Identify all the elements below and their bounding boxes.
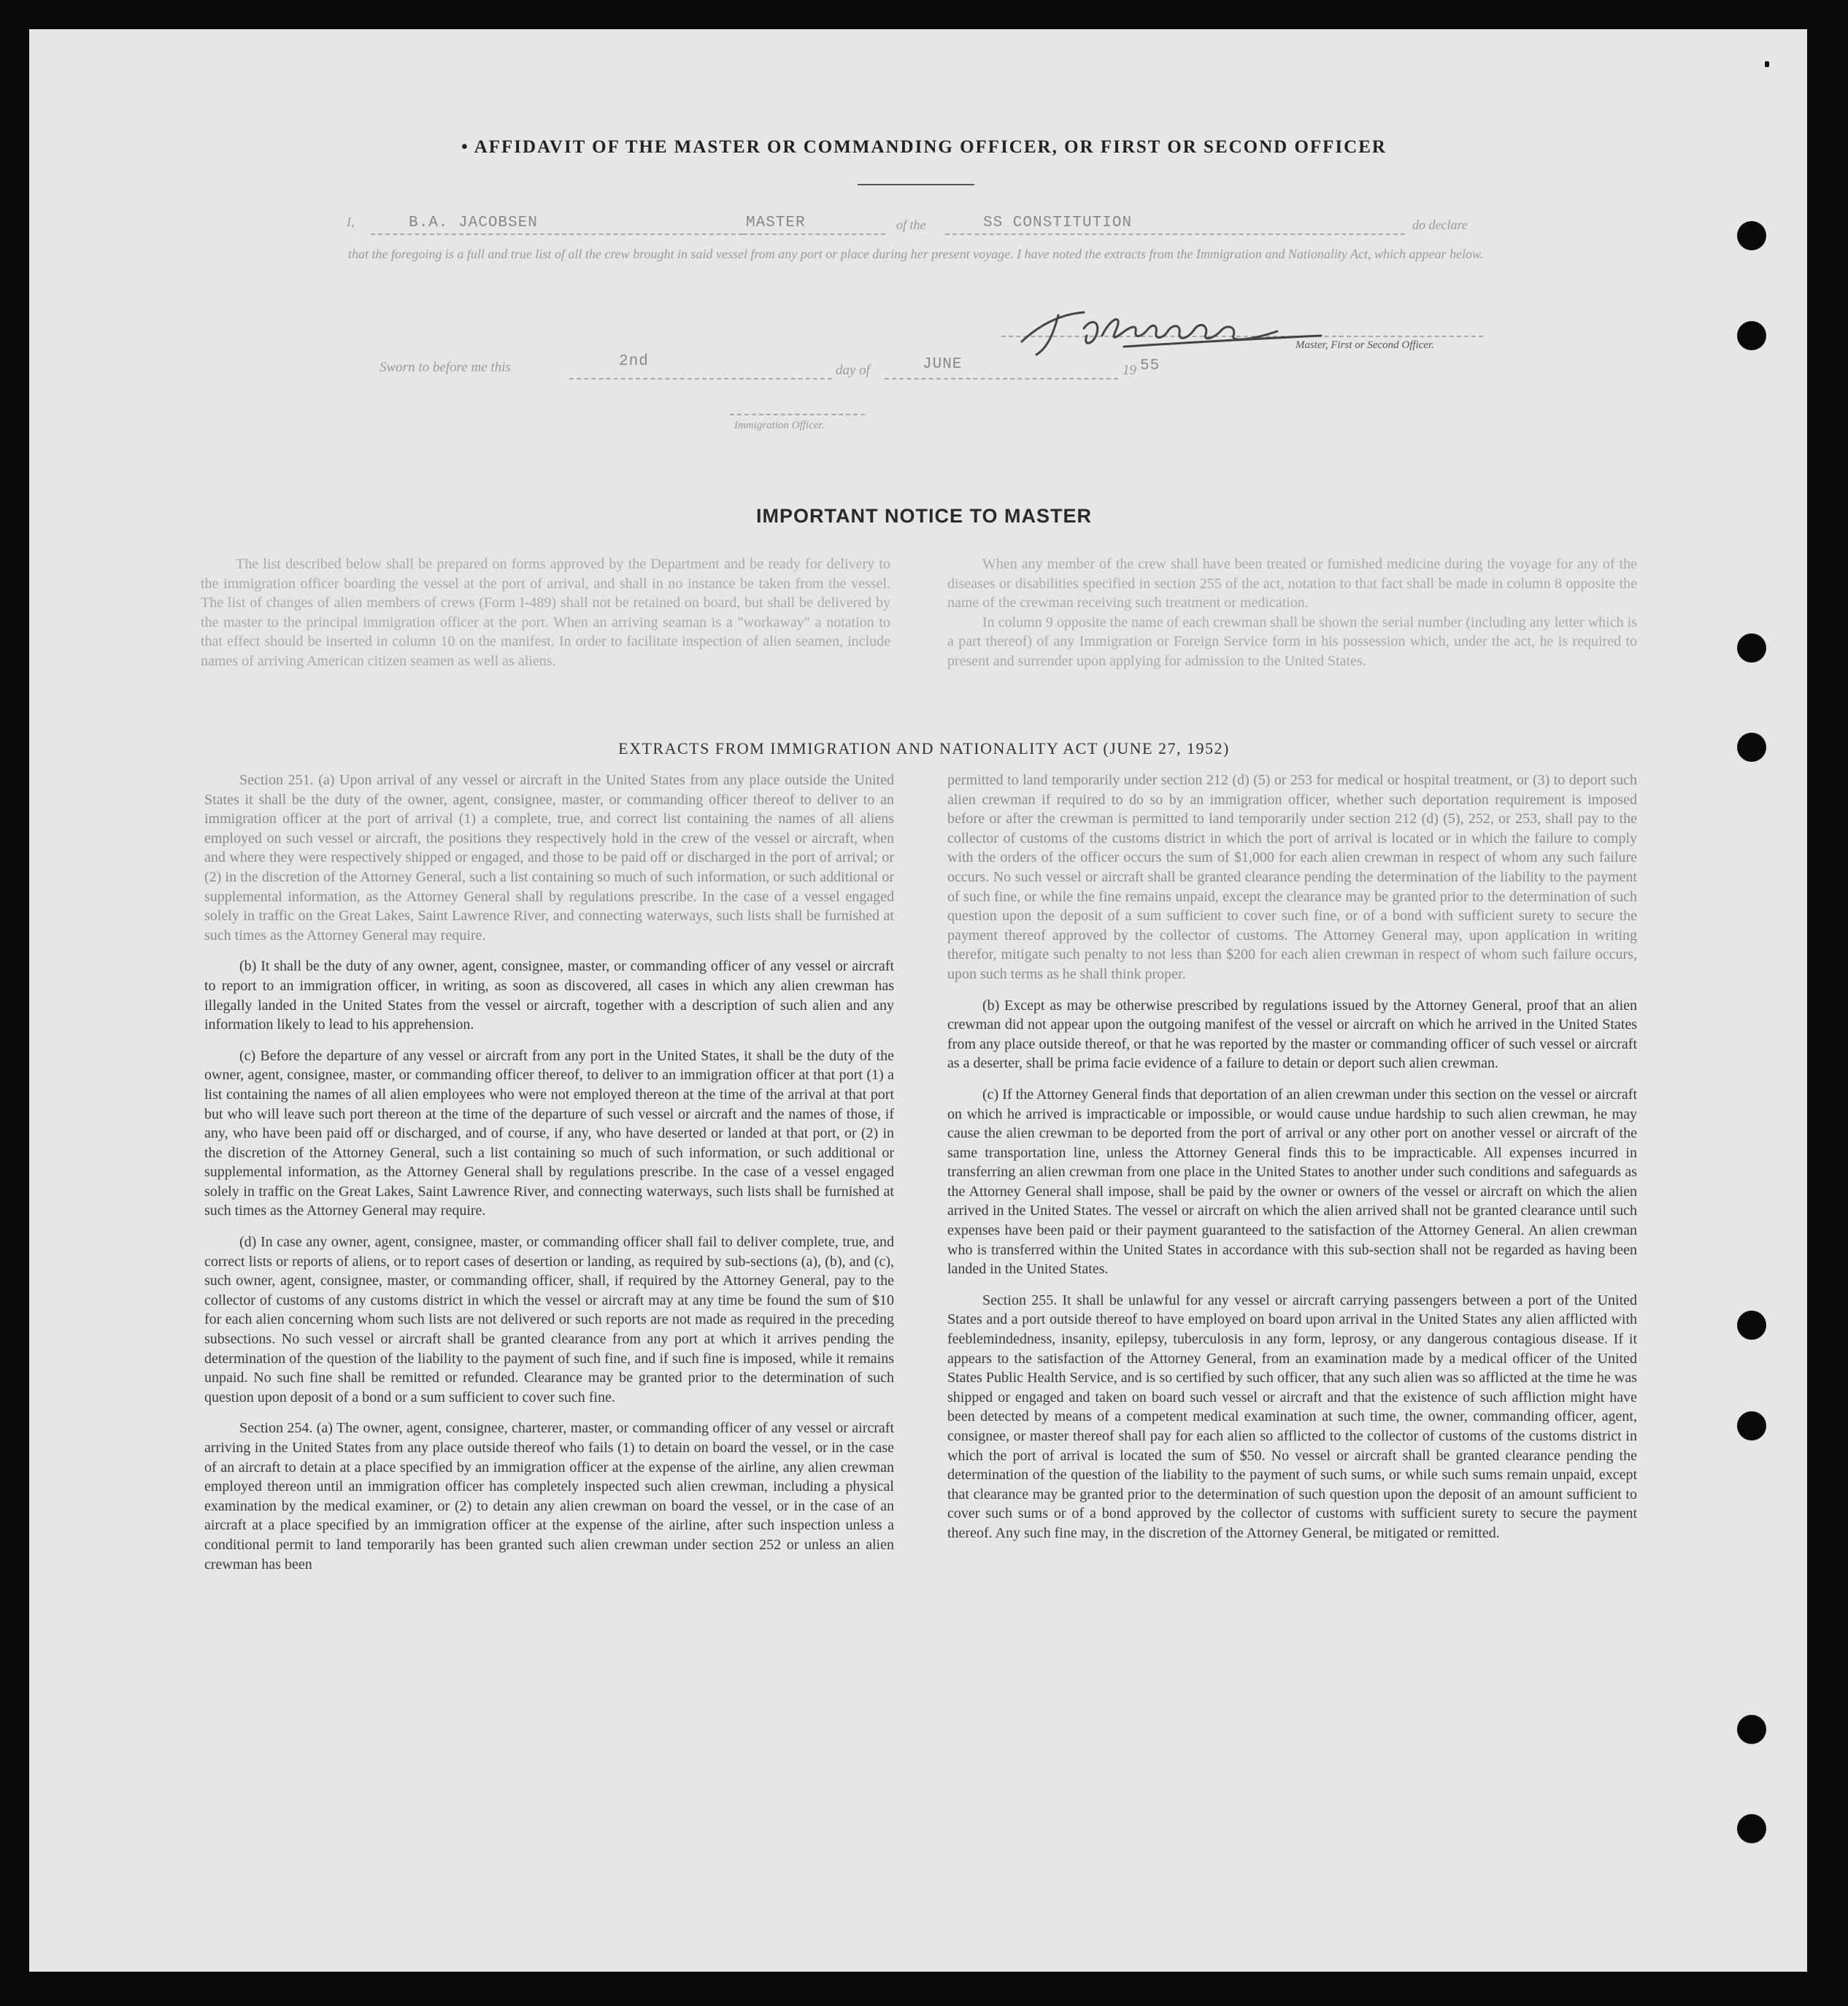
sworn-month-value: JUNE [923,356,963,373]
sworn-day-field [569,353,832,379]
declaration-text: that the foregoing is a full and true list of all the crew brought in said vessel from any port or place during her present voyage. I have noted the extracts from the Immigration and Nationality Act, which appear below. [348,247,1484,261]
vessel-field [945,213,1405,235]
affidavit-title [0,137,1848,158]
rank-value: MASTER [746,215,806,231]
binder-hole-6 [1737,1411,1766,1440]
of-the-label: of the [896,217,926,232]
year-prefix: 19 [1123,363,1136,378]
section-255: Section 255. It shall be unlawful for any vessel or aircraft carrying passengers between a port of the United States and a port outside thereof to have employed on board upon arrival in the United States any alien afflicted with feeblemindedness, insanity, epilepsy, tuberculosis in any form, leprosy, or any dangerous contagious disease. If it appears to the satisfaction of the Attorney General, from an examination made by a medical officer of the United States Public Health Service, and is so certified by such officer, that any such alien was so afflicted at the time he was shipped or engaged and taken on board such vessel or aircraft and that the existence of such affliction might have been detected by means of a competent medical examination at such time, the owner, commanding officer, agent, consignee, or master thereof shall pay for each alien so afflicted to the collector of customs of the customs district in which the port of arrival is located the sum of $50. No vessel or aircraft shall be granted clearance pending the determination of the question of the liability to the payment of such sums, or while such sums remain unpaid, except that clearance may be granted prior to the determination of such question upon the deposit of an amount sufficient to cover such sums or of a bond approved by the collector of customs with sufficient surety to secure the payment thereof. Any such fine may, in the discretion of the Attorney General, be mitigated or remitted. [947,1292,1637,1541]
sworn-line [380,360,511,376]
sworn-month-field [885,358,1118,379]
rank-field [743,213,885,235]
notice-heading: IMPORTANT NOTICE TO MASTER [756,505,1092,527]
notice-left-paragraph: The list described below shall be prepared on forms approved by the Department and be ready for delivery to the immigration officer boarding the vessel at the port of arrival, and shall in no instance be taken from the vessel. The list of changes of alien members of crews (Form I-489) shall not be retained on board, but shall be delivered by the master to the principal immigration officer at the port. When an arriving seaman is a "workaway" a notation to that effect should be inserted in column 10 on the manifest. In order to facilitate inspection of alien seamen, include names of arriving American citizen seamen as well as aliens. [201,556,890,669]
signature-caption: Master, First or Second Officer. [1295,339,1434,351]
edge-dot [1765,61,1769,67]
title-bullet: • [461,137,469,157]
section-254-a-cont: permitted to land temporarily under section 212 (d) (5) or 253 for medical or hospital treatment, or (3) to deport such alien crewman if required to do so by an immigration officer, whether such deportation requirement is imposed before or after the crewman is permitted to land temporarily under section 212 (d) (5), 252, or 253, shall pay to the collector of customs of the customs district in which the port of arrival is located or in which the failure to comply with the orders of the officer occurs the sum of $1,000 for each alien crewman in respect of whom any such failure occurs. No such vessel or aircraft shall be granted clearance pending the determination of the liability to the payment of such fine, or while the fine remains unpaid, except the clearance may be granted prior to the determination of such question upon the deposit of a sum sufficient to cover such fine, or of a bond with sufficient surety to secure the payment thereof approved by the collector of customs. The Attorney General may, upon application in writing therefor, mitigate such penalty to not less than $200 for each alien crewman in respect of whom such failure occurs, upon such terms as he shall think proper. [947,772,1637,982]
sworn-prefix: Sworn to before me this [380,360,511,375]
name-value: B.A. JACOBSEN [409,215,538,231]
section-254-b: (b) Except as may be otherwise prescribed by regulations issued by the Attorney General, proof that an alien crewman did not appear upon the outgoing manifest of the vessel or aircraft on which he arrived in the United States from any place outside thereof, or that he was reported by the master or commanding officer of such vessel or aircraft as a deserter, shall be prima facie evidence of a failure to detain or deport such alien crewman. [947,997,1637,1072]
section-251-c: (c) Before the departure of any vessel or aircraft from any port in the United States, it shall be the duty of the owner, agent, consignee, master, or commanding officer thereof, to deliver to an immigration officer at that port (1) a list containing the names of all alien employees who were not employed thereon at the time of the arrival at that port but who will leave such port thereon at the time of the departure of such vessel or aircraft and the names of those, if any, who have been paid off or discharged, and of course, if any, who have deserted or landed at that port, or (2) in the discretion of the Attorney General, such a list containing so much of such information, or such additional or supplemental information, as the Attorney General shall by regulations prescribe. In the case of a vessel engaged solely in traffic on the Great Lakes, Saint Lawrence River, and connecting waterways, such lists shall be furnished at such times as the Attorney General may require. [204,1047,894,1219]
i-prefix: I, [347,215,355,229]
immigration-officer-line [730,414,865,415]
notice-right-column [947,555,1637,671]
day-of-label: day of [836,363,870,378]
year-suffix: 55 [1140,358,1160,374]
extracts-left-column [204,771,894,1574]
notice-right-paragraph-2: In column 9 opposite the name of each crewman shall be shown the serial number (including any letter which is a part thereof) of any Immigration or Foreign Service form in his possession which, under the act, he is required to present and surrender upon applying for admission to the United States. [947,614,1637,669]
name-field [371,213,743,235]
notice-left-column [201,555,890,671]
binder-hole-5 [1737,1311,1766,1340]
binder-hole-1 [1737,221,1766,250]
extracts-heading: EXTRACTS FROM IMMIGRATION AND NATIONALITY ACT (JUNE 27, 1952) [618,739,1230,757]
sworn-day-value: 2nd [619,353,649,370]
declaration-line [347,215,355,230]
section-251-d: (d) In case any owner, agent, consignee, master, or commanding officer shall fail to deliver complete, true, and correct lists or reports of aliens, or to report cases of desertion or landing, as required by sub-sections (a), (b), and (c), such owner, agent, consignee, master, or commanding officer, shall, if required by the Attorney General, pay to the collector of customs of any customs district in which the vessel or aircraft may at any time be found the sum of $10 for each alien concerning whom such lists are not delivered or such reports are not made as required in the preceding subsections. No such vessel or aircraft shall be granted clearance from any port at which it arrives pending the determination of the question of the liability to the payment of such fine, and if such fine is imposed, while it remains unpaid. No such fine shall be remitted or refunded. Clearance may be granted prior to the determination of such question upon deposit of a bond or a sum sufficient to cover such fine. [204,1234,894,1405]
binder-hole-8 [1737,1814,1766,1843]
section-254-c: (c) If the Attorney General finds that deportation of an alien crewman under this section on the vessel or aircraft on which he arrived is impracticable or impossible, or would cause undue hardship to such alien crewman, he may cause the alien crewman to be deported from the port of arrival or any other port on another vessel or aircraft of the same transportation line, unless the Attorney General finds this to be impracticable. All expenses incurred in transferring an alien crewman from one place in the United States to another under such conditions and safeguards as the Attorney General shall impose, shall be paid by the owner or owners of the vessel or aircraft on which the alien arrived in the United States. The vessel or aircraft on which the alien arrived shall not be granted clearance until such expenses have been paid or their payment guaranteed to the satisfaction of the Attorney General. An alien crewman who is transferred within the United States in accordance with this sub-section shall not be regarded as having been landed in the United States. [947,1086,1637,1278]
immigration-officer-caption: Immigration Officer. [734,420,825,431]
binder-hole-3 [1737,633,1766,663]
title-text: AFFIDAVIT OF THE MASTER OR COMMANDING OFFICER, OR FIRST OR SECOND OFFICER [474,137,1387,157]
binder-hole-7 [1737,1715,1766,1744]
notice-right-paragraph-1: When any member of the crew shall have been treated or furnished medicine during the voyage for any of the diseases or disabilities specified in section 255 of the act, notation to that fact shall be made in column 8 opposite the name of the crewman receiving such treatment or medication. [947,556,1637,612]
title-rule [858,184,974,185]
do-declare-label: do declare [1412,217,1468,232]
section-251-a: Section 251. (a) Upon arrival of any vessel or aircraft in the United States from any place outside the United States it shall be the duty of the owner, agent, consignee, master, or commanding officer thereof to deliver to an immigration officer at the port of arrival (1) a complete, true, and correct list containing the names of all aliens employed on such vessel or aircraft, the positions they respectively hold in the crew of the vessel or aircraft, when and where they were respectively shipped or engaged, and those to be paid off or discharged in the port of arrival; or (2) in the discretion of the Attorney General, such a list containing so much of such information, or such additional or supplemental information, as the Attorney General shall by regulations prescribe. In the case of a vessel engaged solely in traffic on the Great Lakes, Saint Lawrence River, and connecting waterways, such lists shall be furnished at such times as the Attorney General may require. [204,772,894,944]
section-254-a: Section 254. (a) The owner, agent, consignee, charterer, master, or commanding officer of any vessel or aircraft arriving in the United States from any place outside thereof who fails (1) to detain on board the vessel, or in the case of an aircraft to detain at a place specified by an immigration officer at the expense of the airline, any alien crewman employed thereon until an immigration officer has completely inspected such alien crewman, including a physical examination by the medical examiner, or (2) to detain any alien crewman on board the vessel, or in the case of an aircraft at a place specified by an immigration officer at the expense of the airline, after such inspection unless a conditional permit to land temporarily has been granted such alien crewman under section 252 or unless an alien crewman has been [204,1420,894,1573]
section-251-b: (b) It shall be the duty of any owner, agent, consignee, master, or commanding officer of any vessel or aircraft to report to an immigration officer, in writing, as soon as discovered, all cases in which any alien crewman has illegally landed in the United States from the vessel or aircraft, together with a description of such alien and any information likely to lead to his apprehension. [204,958,894,1033]
extracts-right-column [947,771,1637,1543]
binder-hole-2 [1737,321,1766,350]
vessel-value: SS CONSTITUTION [983,215,1133,231]
